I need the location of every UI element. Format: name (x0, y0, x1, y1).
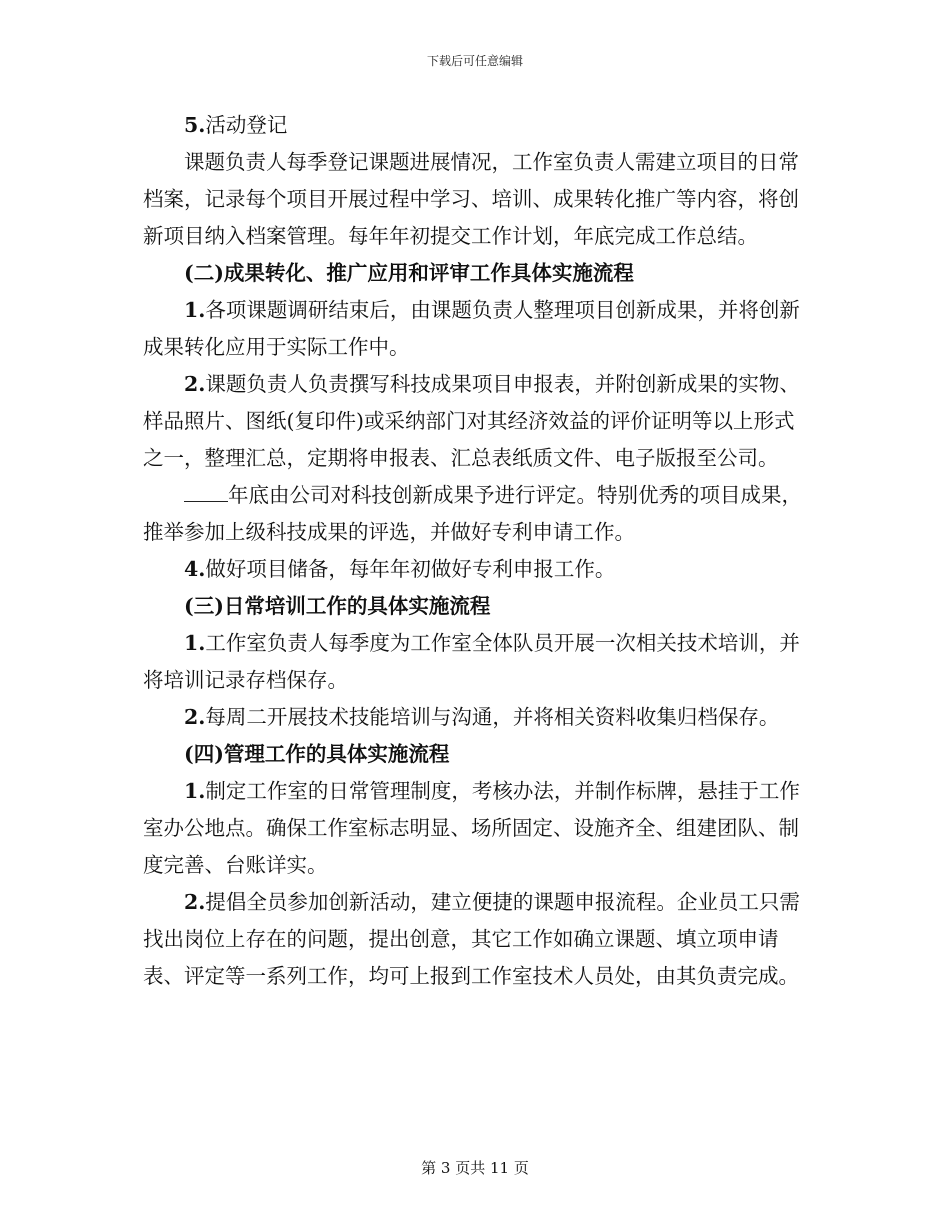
paragraph: 课题负责人每季登记课题进展情况，工作室负责人需建立项目的日常档案，记录每个项目开展过程中学习、培训、成果转化推广等内容，将创新项目纳入档案管理。每年年初提交工作计划，年底完成工作总结。 (143, 150, 799, 248)
list-item (143, 292, 809, 366)
item-text: 活动登记 (205, 113, 288, 137)
section-item-5 (143, 107, 809, 144)
item-number: 2. (184, 705, 206, 729)
item-number: 2. (184, 890, 206, 914)
item-number: 2. (184, 372, 206, 396)
item-text: 工作室负责人每季度为工作室全体队员开展一次相关技术培训，并将培训记录存档保存。 (143, 631, 800, 692)
section-heading-3: (三)日常培训工作的具体实施流程 (184, 594, 491, 618)
item-text: 各项课题调研结束后，由课题负责人整理项目创新成果，并将创新成果转化应用于实际工作中。 (143, 298, 800, 359)
item-text: 年底由公司对科技创新成果予进行评定。特别优秀的项目成果，推举参加上级科技成果的评选，并做好专利申请工作。 (143, 483, 802, 544)
list-item (143, 625, 809, 699)
list-item (143, 884, 809, 995)
list-item (143, 551, 809, 588)
list-item (143, 773, 809, 884)
item-text: 每周二开展技术技能培训与沟通，并将相关资料收集归档保存。 (205, 705, 780, 729)
item-text: 课题负责人负责撰写科技成果项目申报表，并附创新成果的实物、样品照片、图纸(复印件)或采纳部门对其经济效益的评价证明等以上形式之一，整理汇总，定期将申报表、汇总表纸质文件、电子版报至公司。 (143, 372, 800, 470)
section-heading-2: (二)成果转化、推广应用和评审工作具体实施流程 (184, 261, 634, 285)
list-item (143, 366, 809, 477)
item-number: 4. (184, 557, 206, 581)
item-number: 1. (184, 779, 206, 803)
item-text: 提倡全员参加创新活动，建立便捷的课题申报流程。企业员工只需找出岗位上存在的问题，提出创意，其它工作如确立课题、填立项申请表、评定等一系列工作，均可上报到工作室技术人员处，由其负责完成。 (143, 890, 800, 988)
item-number: 1. (184, 631, 206, 655)
list-item (143, 477, 809, 551)
blank-underline (184, 483, 228, 502)
document-body (143, 107, 809, 995)
item-number: 5. (184, 113, 206, 137)
page-footer: 第 3 页共 11 页 (421, 1159, 529, 1177)
item-number: 1. (184, 298, 206, 322)
page-header: 下载后可任意编辑 (426, 54, 523, 68)
item-text: 做好项目储备，每年年初做好专利申报工作。 (205, 557, 616, 581)
item-text: 制定工作室的日常管理制度，考核办法，并制作标牌，悬挂于工作室办公地点。确保工作室标志明显、场所固定、设施齐全、组建团队、制度完善、台账详实。 (143, 779, 800, 877)
section-heading-4: (四)管理工作的具体实施流程 (184, 742, 450, 766)
list-item (143, 699, 809, 736)
